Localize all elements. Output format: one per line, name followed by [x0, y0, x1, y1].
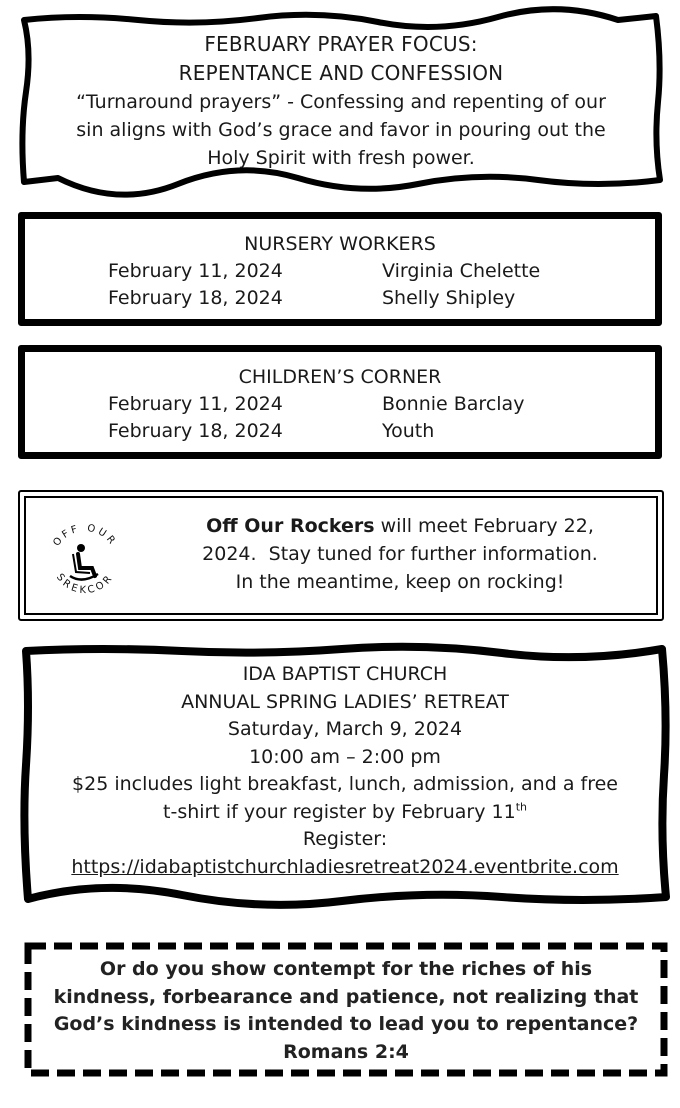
prayer-focus-heading-1: FEBRUARY PRAYER FOCUS: [204, 32, 478, 56]
schedule-row [25, 285, 655, 312]
schedule-row [25, 391, 655, 418]
children-title: CHILDREN’S CORNER [238, 366, 442, 388]
schedule-name: Shelly Shipley [382, 287, 516, 309]
logo-top-text: OFF OUR [51, 522, 119, 549]
register-label: Register: [302, 828, 388, 850]
schedule-name: Youth [382, 420, 435, 442]
schedule-date: February 11, 2024 [108, 260, 283, 282]
nursery-title: NURSERY WORKERS [244, 233, 436, 255]
schedule-row [25, 258, 655, 285]
verse-line-3: God’s kindness is intended to lead you to repentance? [53, 1013, 639, 1035]
scripture-verse-box [24, 942, 668, 1077]
rockers-line-1-text: will meet February 22, [374, 515, 594, 537]
childrens-corner-box [18, 345, 662, 459]
prayer-focus-body-3: Holy Spirit with fresh power. [207, 147, 475, 169]
rockers-group-name: Off Our Rockers [206, 515, 375, 537]
retreat-title: ANNUAL SPRING LADIES’ RETREAT [181, 690, 509, 713]
retreat-price: $25 includes light breakfast, lunch, admission, and a free [72, 773, 618, 795]
verse-line-1: Or do you show contempt for the riches of his [99, 958, 593, 980]
schedule-date: February 18, 2024 [108, 287, 283, 309]
ladies-retreat-box [22, 645, 668, 903]
register-link[interactable]: https://idabaptistchurchladiesretreat2024.eventbrite.com [71, 855, 619, 878]
schedule-row [25, 418, 655, 445]
rockers-line-2: 2024. Stay tuned for further information. [202, 543, 598, 565]
rocking-chair-person-icon [70, 544, 98, 580]
prayer-focus-box [18, 12, 664, 188]
off-our-rockers-logo [40, 520, 130, 600]
ordinal-suffix: th [515, 800, 527, 814]
prayer-focus-body-2: sin aligns with God’s grace and favor in pouring out the [76, 119, 606, 141]
schedule-date: February 18, 2024 [108, 420, 283, 442]
retreat-time: 10:00 am – 2:00 pm [249, 745, 441, 768]
retreat-church-name: IDA BAPTIST CHURCH [242, 663, 448, 685]
verse-reference: Romans 2:4 [283, 1040, 409, 1063]
logo-bottom-text: SREKCOR [53, 571, 117, 597]
nursery-workers-box [18, 212, 662, 326]
rockers-line-1 [160, 512, 640, 540]
schedule-date: February 11, 2024 [108, 393, 283, 415]
retreat-date: Saturday, March 9, 2024 [227, 718, 463, 740]
retreat-shirt-text: t-shirt if your register by February 11 [163, 800, 516, 823]
retreat-shirt-line [22, 799, 668, 827]
schedule-name: Virginia Chelette [382, 260, 541, 282]
prayer-focus-heading-2: REPENTANCE AND CONFESSION [178, 61, 504, 85]
rockers-line-3: In the meantime, keep on rocking! [235, 571, 565, 593]
prayer-focus-body-1: “Turnaround prayers” - Confessing and repenting of our [76, 91, 606, 113]
verse-line-2: kindness, forbearance and patience, not realizing that [53, 985, 639, 1008]
schedule-name: Bonnie Barclay [382, 393, 525, 415]
